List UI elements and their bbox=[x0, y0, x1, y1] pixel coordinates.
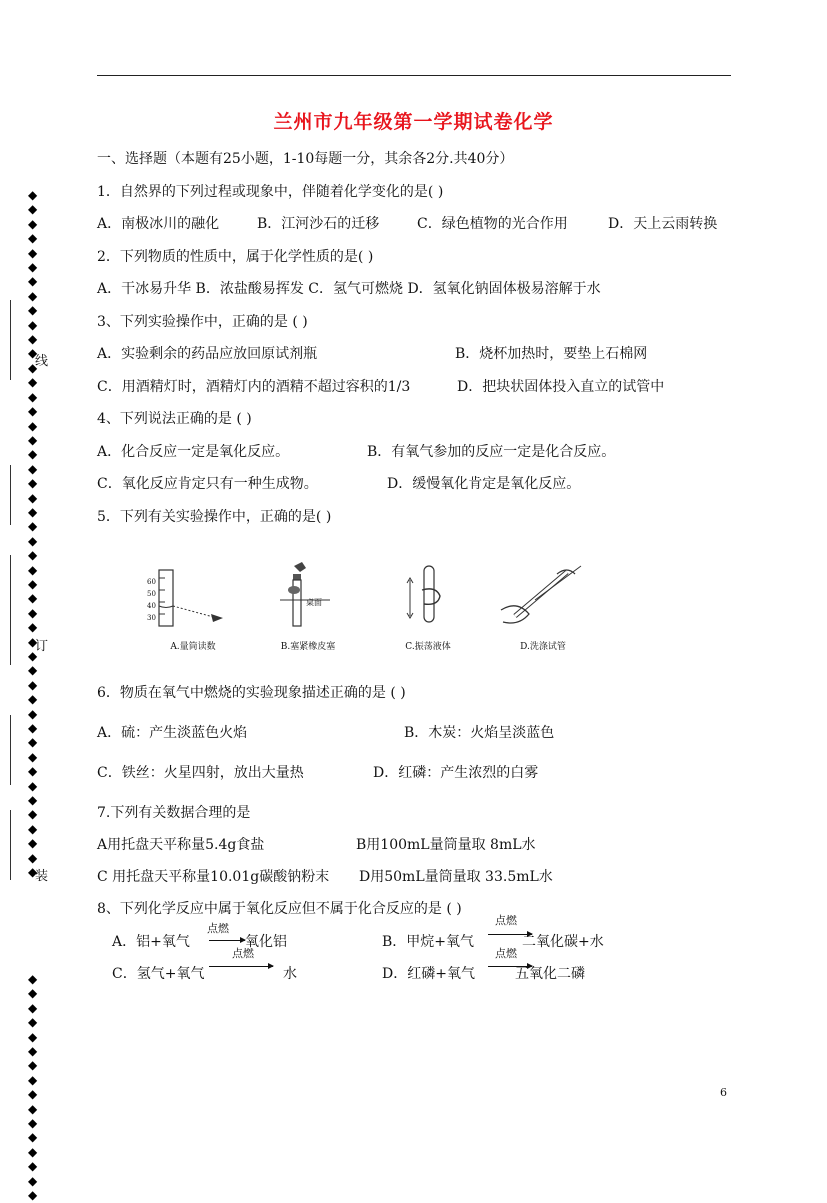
figure-c-caption: C.振荡液体 bbox=[405, 642, 451, 652]
figure-c-shaking bbox=[380, 560, 476, 652]
cylinder-mark-30: 30 bbox=[147, 614, 156, 622]
question-2-options: A．干冰易升华 B．浓盐酸易挥发 C．氢气可燃烧 D．氢氧化钠固体极易溶解于水 bbox=[97, 281, 601, 297]
figure-d-washing bbox=[495, 560, 591, 652]
question-8-b-products: 二氧化碳+水 bbox=[522, 934, 604, 950]
question-1-option-c: C．绿色植物的光合作用 bbox=[417, 216, 568, 232]
question-8-a-products: 氧化铝 bbox=[245, 934, 287, 950]
question-8-d-reactants: D．红磷+氧气 bbox=[382, 966, 475, 982]
question-7-option-a: A用托盘天平称量5.4g食盐 bbox=[97, 837, 265, 853]
figure-a-cylinder-reading bbox=[145, 560, 241, 652]
question-7-option-d: D用50mL量筒量取 33.5mL水 bbox=[359, 869, 553, 885]
cylinder-mark-60: 60 bbox=[147, 578, 156, 586]
question-4-option-d: D．缓慢氧化肯定是氧化反应。 bbox=[387, 476, 581, 492]
question-3-option-b: B．烧杯加热时，要垫上石棉网 bbox=[455, 346, 648, 362]
question-1-option-d: D．天上云雨转换 bbox=[608, 216, 718, 232]
binding-field-line bbox=[10, 300, 11, 380]
question-1-option-b: B．江河沙石的迁移 bbox=[257, 216, 380, 232]
figure-a-caption: A.量筒读数 bbox=[170, 642, 216, 652]
binding-label-ding: 订 bbox=[35, 639, 49, 654]
question-8-c-reactants: C．氢气+氧气 bbox=[112, 966, 205, 982]
question-3-option-c: C．用酒精灯时，酒精灯内的酒精不超过容积的1/3 bbox=[97, 379, 411, 395]
question-6-option-d: D．红磷：产生浓烈的白雾 bbox=[373, 765, 539, 781]
question-7-stem: 7.下列有关数据合理的是 bbox=[97, 805, 251, 821]
binding-label-xian: 线 bbox=[35, 354, 49, 369]
question-3-option-d: D．把块状固体投入直立的试管中 bbox=[457, 379, 665, 395]
question-6-option-c: C．铁丝：火星四射，放出大量热 bbox=[97, 765, 304, 781]
binding-field-line bbox=[10, 715, 11, 785]
question-1-stem: 1．自然界的下列过程或现象中，伴随着化学变化的是( ) bbox=[97, 184, 444, 200]
figure-d-caption: D.洗涤试管 bbox=[520, 642, 566, 652]
page-number: 6 bbox=[720, 1086, 727, 1099]
experiment-figures bbox=[140, 560, 590, 655]
binding-label-zhuang: 装 bbox=[35, 869, 49, 884]
header-rule bbox=[97, 75, 731, 76]
q8-d-condition: 点燃 bbox=[495, 947, 517, 960]
question-3-option-a: A．实验剩余的药品应放回原试剂瓶 bbox=[97, 346, 318, 362]
binding-field-line bbox=[10, 465, 11, 525]
q8-c-condition: 点燃 bbox=[232, 947, 254, 960]
q8-b-condition: 点燃 bbox=[495, 914, 517, 927]
desk-label: 桌面 bbox=[306, 598, 322, 607]
cylinder-mark-50: 50 bbox=[147, 590, 156, 598]
question-4-option-a: A．化合反应一定是氧化反应。 bbox=[97, 444, 290, 460]
binding-diamonds-lower: ◆◆◆◆◆◆◆◆◆◆◆◆◆◆◆◆ bbox=[28, 972, 38, 1203]
question-8-b-reactants: B．甲烷+氧气 bbox=[382, 934, 475, 950]
question-5-stem: 5．下列有关实验操作中，正确的是( ) bbox=[97, 509, 332, 525]
figure-b-caption: B.塞紧橡皮塞 bbox=[280, 642, 336, 652]
q8-c-arrow bbox=[209, 966, 273, 967]
question-2-stem: 2．下列物质的性质中，属于化学性质的是( ) bbox=[97, 249, 374, 265]
question-7-option-b: B用100mL量筒量取 8mL水 bbox=[356, 837, 536, 853]
cylinder-mark-40: 40 bbox=[147, 602, 156, 610]
binding-diamonds-upper: ◆◆◆◆◆◆◆◆◆◆◆◆◆◆◆◆◆◆◆◆◆◆◆◆◆◆◆◆◆◆◆◆◆◆◆◆◆◆◆◆◆◆◆◆◆◆◆◆ bbox=[28, 188, 38, 880]
question-8-stem: 8、下列化学反应中属于氧化反应但不属于化合反应的是 ( ) bbox=[97, 901, 462, 917]
figure-b-stopper bbox=[260, 560, 356, 652]
section-heading: 一、选择题（本题有25小题，1-10每题一分，其余各2分.共40分） bbox=[97, 151, 514, 167]
question-8-c-products: 水 bbox=[283, 966, 297, 982]
binding-field-line bbox=[10, 810, 11, 880]
question-1-option-a: A．南极冰川的融化 bbox=[97, 216, 220, 232]
page-title: 兰州市九年级第一学期试卷化学 bbox=[273, 111, 554, 133]
question-6-stem: 6．物质在氧气中燃烧的实验现象描述正确的是 ( ) bbox=[97, 685, 406, 701]
question-4-option-b: B．有氧气参加的反应一定是化合反应。 bbox=[367, 444, 616, 460]
question-6-option-b: B．木炭：火焰呈淡蓝色 bbox=[404, 725, 555, 741]
question-4-stem: 4、下列说法正确的是 ( ) bbox=[97, 411, 252, 427]
question-6-option-a: A．硫：产生淡蓝色火焰 bbox=[97, 725, 248, 741]
binding-field-line bbox=[10, 555, 11, 665]
q8-a-condition: 点燃 bbox=[207, 922, 229, 935]
q8-a-arrow bbox=[209, 940, 245, 941]
question-4-option-c: C．氧化反应肯定只有一种生成物。 bbox=[97, 476, 318, 492]
question-3-stem: 3、下列实验操作中，正确的是 ( ) bbox=[97, 314, 308, 330]
question-8-d-products: 五氧化二磷 bbox=[515, 966, 585, 982]
question-7-option-c: C 用托盘天平称量10.01g碳酸钠粉末 bbox=[97, 869, 330, 885]
question-8-a-reactants: A．铝+氧气 bbox=[112, 934, 190, 950]
